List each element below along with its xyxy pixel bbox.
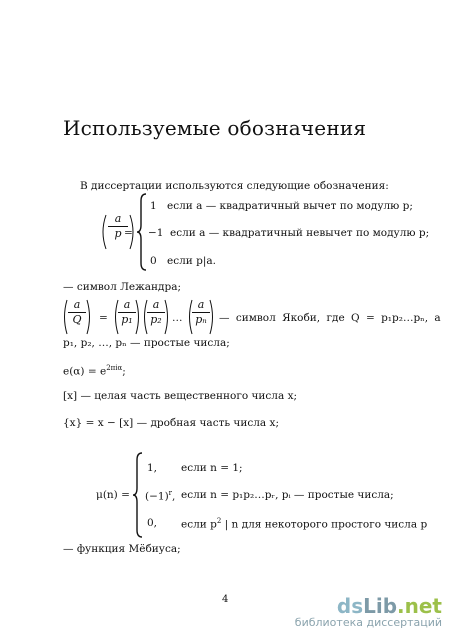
exponential-definition <box>63 365 126 377</box>
watermark-logo-ds: ds <box>336 594 364 618</box>
legendre-brace <box>137 193 147 271</box>
watermark-logo-lib: Lib <box>363 594 398 618</box>
jacobi-factor-n-denominator: pₙ <box>195 313 207 327</box>
exponential-tail: ; <box>122 365 126 378</box>
jacobi-factor-1-numerator: a <box>123 298 131 311</box>
legendre-case-3-value: 0 <box>150 255 157 267</box>
mobius-case-2-value <box>145 490 175 502</box>
legendre-case-2-value: −1 <box>148 227 164 239</box>
legendre-denominator: p <box>114 227 122 241</box>
floor-definition: [x] — целая часть вещественного числа x; <box>63 390 298 402</box>
mobius-case-3-power: 2 <box>216 517 222 525</box>
mobius-case-3-head: если p <box>181 518 217 531</box>
mobius-caption: — функция Мёбиуса; <box>63 543 181 555</box>
page-title: Используемые обозначения <box>63 116 367 140</box>
mobius-case-3-condition <box>181 518 427 530</box>
exponential-power: 2πiα <box>106 364 123 372</box>
legendre-caption: — символ Лежандра; <box>63 281 182 293</box>
jacobi-factor-2-denominator: p₂ <box>150 313 162 327</box>
mobius-case-2-base: (−1) <box>145 490 169 503</box>
legendre-case-1-value: 1 <box>150 200 157 212</box>
mobius-case-1-condition: если n = 1; <box>181 462 243 474</box>
jacobi-factor-1 <box>118 299 136 326</box>
watermark <box>295 596 442 629</box>
jacobi-lhs-denominator: Q <box>72 313 82 327</box>
legendre-case-2-condition: если a — квадратичный невычет по модулю p; <box>170 227 430 239</box>
jacobi-equals: = <box>99 312 108 324</box>
legendre-case-3-condition: если p|a. <box>167 255 216 267</box>
jacobi-factor-2 <box>147 299 165 326</box>
jacobi-text: — символ Якоби, где Q = p₁p₂…pₙ, а <box>219 312 441 324</box>
mobius-lhs: μ(n) = <box>96 489 130 501</box>
watermark-logo <box>295 596 442 616</box>
jacobi-factor-2-numerator: a <box>152 298 160 311</box>
mobius-case-2-condition: если n = p₁p₂…pᵣ, pᵢ — простые числа; <box>181 489 394 501</box>
jacobi-factor-1-denominator: p₁ <box>121 313 133 327</box>
mobius-case-2-tail: , <box>172 490 176 503</box>
legendre-case-1-condition: если a — квадратичный вычет по модулю p; <box>167 200 413 212</box>
jacobi-factor-n-numerator: a <box>197 298 205 311</box>
exponential-base: e(α) = e <box>63 365 107 378</box>
jacobi-lhs-fraction <box>68 299 86 326</box>
watermark-logo-net: .net <box>397 594 442 618</box>
legendre-equals: = <box>124 227 133 239</box>
intro-text: В диссертации используются следующие обозначения: <box>80 180 389 192</box>
legendre-numerator: a <box>114 212 122 225</box>
mobius-brace <box>133 452 143 538</box>
mobius-case-2-power: r <box>168 489 173 497</box>
jacobi-dots: … <box>172 312 183 324</box>
mobius-case-3-tail: | n для некоторого простого числа p <box>221 518 428 531</box>
page-number: 4 <box>222 594 229 605</box>
mobius-case-3-value: 0, <box>147 517 158 529</box>
jacobi-primes-line: p₁, p₂, …, pₙ — простые числа; <box>63 337 230 349</box>
jacobi-lhs-numerator: a <box>73 298 81 311</box>
mobius-case-1-value: 1, <box>147 462 158 474</box>
fractional-part-definition: {x} = x − [x] — дробная часть числа x; <box>63 417 279 429</box>
watermark-subtitle: библиотека диссертаций <box>294 616 442 629</box>
jacobi-factor-n <box>192 299 210 326</box>
